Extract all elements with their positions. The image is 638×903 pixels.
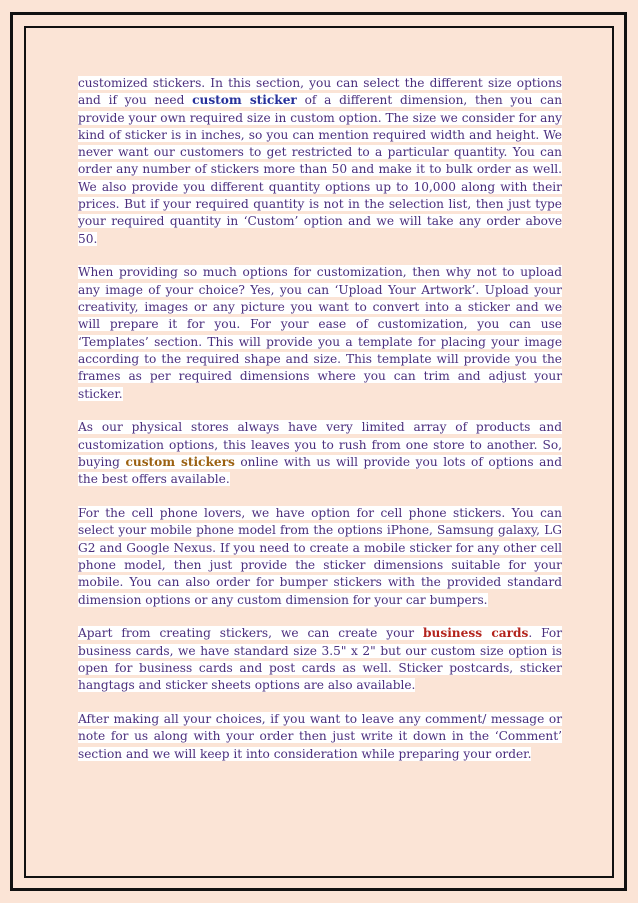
text-run: Apart from creating stickers, we can create your xyxy=(78,626,424,641)
text-run: customized stickers. In this section, you can select the different size options and if you need xyxy=(78,76,562,108)
text-run: of a different dimension, then you can provide your own required size in custom option. The size we consider for any kind of sticker is in inches, so you can mention required width and height. We never want our customers to get restricted to a particular quantity. You can order any number of stickers more than 50 and make it to bulk order as well. We also provide you different quantity options up to 10,000 along with their prices. But if your required quantity is not in the selection list, then just type your required quantity in ‘Custom’ option and we will take any order above 50. xyxy=(78,93,563,246)
paragraph-business-cards xyxy=(78,625,562,694)
paragraph-cell-phone xyxy=(78,505,562,609)
paragraph-physical-stores xyxy=(78,419,562,488)
text-run: online with us will provide you lots of options and the best offers available. xyxy=(78,454,562,487)
text-run: As our physical stores always have very limited array of products and customization options, this leaves you to rush from one store to another. So, buying xyxy=(78,420,562,469)
paragraph-size-options xyxy=(78,75,562,248)
keyword-business-cards: business cards xyxy=(423,626,529,641)
paragraph-upload-artwork xyxy=(78,264,562,402)
paragraph-comments xyxy=(78,711,562,763)
text-run: After making all your choices, if you want to leave any comment/ message or note for us along with your order then just write it down in the ‘Comment’ section and we will keep it into consideration while preparing your order. xyxy=(78,712,562,761)
text-run: For the cell phone lovers, we have option for cell phone stickers. You can select your mobile phone model from the options iPhone, Samsung galaxy, LG G2 and Google Nexus. If you need to create a mobile sticker for any other cell phone model, then just provide the sticker dimensions suitable for your mobile. You can also order for bumper stickers with the provided standard dimension options or any custom dimension for your car bumpers. xyxy=(78,506,562,607)
keyword-custom-sticker: custom sticker xyxy=(192,93,297,108)
document-body xyxy=(78,75,562,779)
keyword-custom-stickers: custom stickers xyxy=(125,454,235,469)
text-run: When providing so much options for customization, then why not to upload any image of your choice? Yes, you can ‘Upload Your Artwork’. Upload your creativity, images or any picture you want to convert into a sticker and we will prepare it for you. For your ease of customization, you can use ‘Templates’ section. This will provide you a template for placing your image according to the required shape and size. This template will provide you the frames as per required dimensions where you can trim and adjust your sticker. xyxy=(78,265,562,401)
text-run: . For business cards, we have standard size 3.5" x 2" but our custom size option is open for business cards and post cards as well. Sticker postcards, sticker hangtags and sticker sheets options are also available. xyxy=(78,626,563,693)
